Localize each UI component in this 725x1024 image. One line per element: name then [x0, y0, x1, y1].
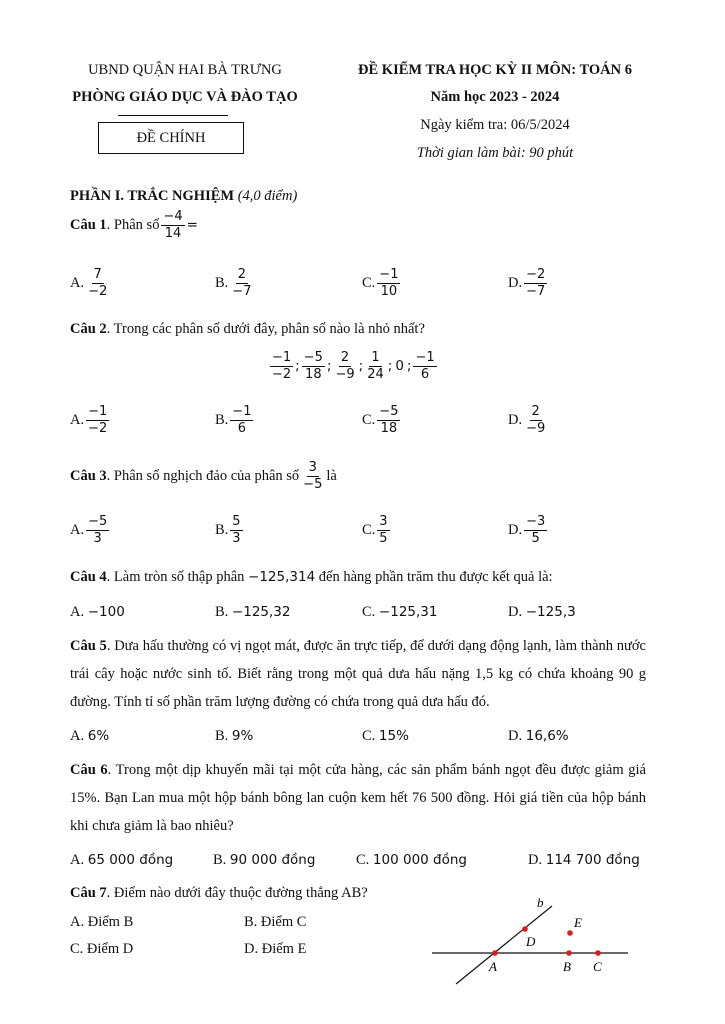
q1-option-c[interactable]: C. $\frac{-1}{10}$ [362, 266, 399, 299]
exam-date: Ngày kiểm tra: 06/5/2024 [420, 117, 570, 133]
question-text: . Phân số [106, 216, 160, 233]
q7-geometry-figure [420, 888, 640, 993]
q1-option-a[interactable]: A. $\frac{7}{-2}$ [70, 266, 108, 299]
q6-option-b[interactable]: B. 90 000 đồng [213, 851, 316, 868]
question-label: Câu 5 [70, 638, 107, 654]
question-text: . Điểm nào dưới đây thuộc đường thẳng AB? [106, 885, 368, 901]
q3-option-b[interactable]: B. $\frac{5}{3}$ [215, 513, 241, 546]
q2-fraction-list: $\frac{-1}{-2}$ ; $\frac{-5}{18}$ ; $\frac{2}{-9}$ ; $\frac{1}{24}$ ; 0 ; $\frac{-1}{6}$ [272, 349, 435, 382]
question-7 [70, 885, 368, 902]
q6-options [70, 843, 670, 877]
q2-options [70, 403, 670, 437]
question-label: Câu 4 [70, 569, 107, 585]
exam-duration: Thời gian làm bài: 90 phút [416, 145, 574, 161]
fraction: $\frac{-4}{14}$ [163, 208, 183, 241]
point-e [567, 930, 573, 936]
official-exam-box [98, 122, 244, 154]
department-name: PHÒNG GIÁO DỤC VÀ ĐÀO TẠO [72, 89, 298, 105]
q3-option-a[interactable]: A. $\frac{-5}{3}$ [70, 513, 108, 546]
label-a: A [489, 959, 497, 974]
q4-option-b[interactable]: B. −125,32 [215, 603, 291, 620]
exam-title: ĐỀ KIỂM TRA HỌC KỲ II MÔN: TOÁN 6 [358, 62, 632, 78]
line-b [456, 906, 552, 984]
section-title-text: PHẦN I. TRẮC NGHIỆM [70, 188, 235, 204]
district-name: UBND QUẬN HAI BÀ TRƯNG [88, 62, 282, 78]
label-d: D [526, 934, 536, 949]
question-4: Câu 4. Làm tròn số thập phân −125,314 đến hàng phần trăm thu được kết quả là: [70, 569, 553, 585]
question-2 [70, 321, 425, 338]
q4-option-a[interactable]: A. −100 [70, 603, 125, 620]
question-label: Câu 2 [70, 321, 107, 337]
q2-option-c[interactable]: C. $\frac{-5}{18}$ [362, 403, 399, 436]
q5-option-b[interactable]: B. 9% [215, 727, 254, 744]
section-points: (4,0 điểm) [237, 188, 298, 204]
point-d [522, 926, 528, 932]
question-3 [70, 458, 337, 494]
question-text: . Trong các phân số dưới đây, phân số nào là nhỏ nhất? [106, 321, 425, 337]
q3-option-d[interactable]: D. $\frac{-3}{5}$ [508, 513, 546, 546]
point-a [492, 950, 498, 956]
q5-option-c[interactable]: C. 15% [362, 727, 409, 744]
q6-option-d[interactable]: D. 114 700 đồng [528, 851, 640, 868]
question-text: . Dưa hấu thường có vị ngọt mát, được ăn trực tiếp, để dưới dạng động lạnh, làm thành nước trái cây hoặc nước sinh tố. Biết rằng trong một quả dưa hấu nặng 1,5 kg có chứa khoảng 90 g đường. Tính tỉ số phần trăm lượng đường có chứa trong quả dưa hấu đó. [70, 638, 646, 710]
q2-option-b[interactable]: B. $\frac{-1}{6}$ [215, 403, 252, 436]
q6-option-a[interactable]: A. 65 000 đồng [70, 851, 174, 868]
question-tail: là [326, 467, 337, 484]
q7-option-a[interactable]: A. Điểm B [70, 914, 134, 930]
question-label: Câu 3 [70, 467, 107, 484]
label-b: B [563, 959, 571, 974]
section-title [70, 188, 297, 205]
decimal-value: −125,314 [248, 569, 316, 585]
q2-option-d[interactable]: D. $\frac{2}{-9}$ [508, 403, 546, 436]
q5-options [70, 719, 670, 753]
label-b-line: b [537, 895, 544, 910]
q5-option-a[interactable]: A. 6% [70, 727, 110, 744]
question-label: Câu 1 [70, 216, 107, 233]
point-c [595, 950, 601, 956]
label-c: C [593, 959, 602, 974]
q7-option-c[interactable]: C. Điểm D [70, 941, 134, 957]
question-label: Câu 6 [70, 762, 108, 778]
q1-option-b[interactable]: B. $\frac{2}{-7}$ [215, 266, 252, 299]
question-text: . Trong một dịp khuyến mãi tại một cửa hàng, các sản phẩm bánh ngọt đều được giảm giá 15%. Bạn Lan mua một hộp bánh bông lan cuộn kem hết 76 500 đồng. Hỏi giá tiền của hộp bánh khi chưa giảm là bao nhiêu? [70, 762, 646, 834]
q4-options [70, 595, 670, 629]
header-underline [118, 115, 228, 116]
fraction: $\frac{3}{-5}$ [303, 459, 323, 492]
q3-option-c[interactable]: C. $\frac{3}{5}$ [362, 513, 388, 546]
q7-option-d[interactable]: D. Điểm E [244, 941, 307, 957]
question-1 [70, 207, 198, 243]
q1-option-d[interactable]: D. $\frac{-2}{-7}$ [508, 266, 546, 299]
q5-option-d[interactable]: D. 16,6% [508, 727, 569, 744]
school-year: Năm học 2023 - 2024 [430, 89, 560, 105]
q1-options [70, 266, 670, 300]
q6-option-c[interactable]: C. 100 000 đồng [356, 851, 467, 868]
label-e: E [574, 915, 582, 930]
question-label: Câu 7 [70, 885, 107, 901]
q4-option-c[interactable]: C. −125,31 [362, 603, 438, 620]
equals-sign: = [186, 217, 198, 233]
q3-options [70, 513, 670, 547]
q4-option-d[interactable]: D. −125,3 [508, 603, 576, 620]
question-5 [70, 632, 646, 716]
q7-option-b[interactable]: B. Điểm C [244, 914, 307, 930]
question-6 [70, 756, 646, 840]
point-b [566, 950, 572, 956]
q2-option-a[interactable]: A. $\frac{-1}{-2}$ [70, 403, 108, 436]
official-exam-label: ĐỀ CHÍNH [136, 130, 206, 146]
question-text: . Phân số nghịch đảo của phân số [106, 467, 300, 484]
